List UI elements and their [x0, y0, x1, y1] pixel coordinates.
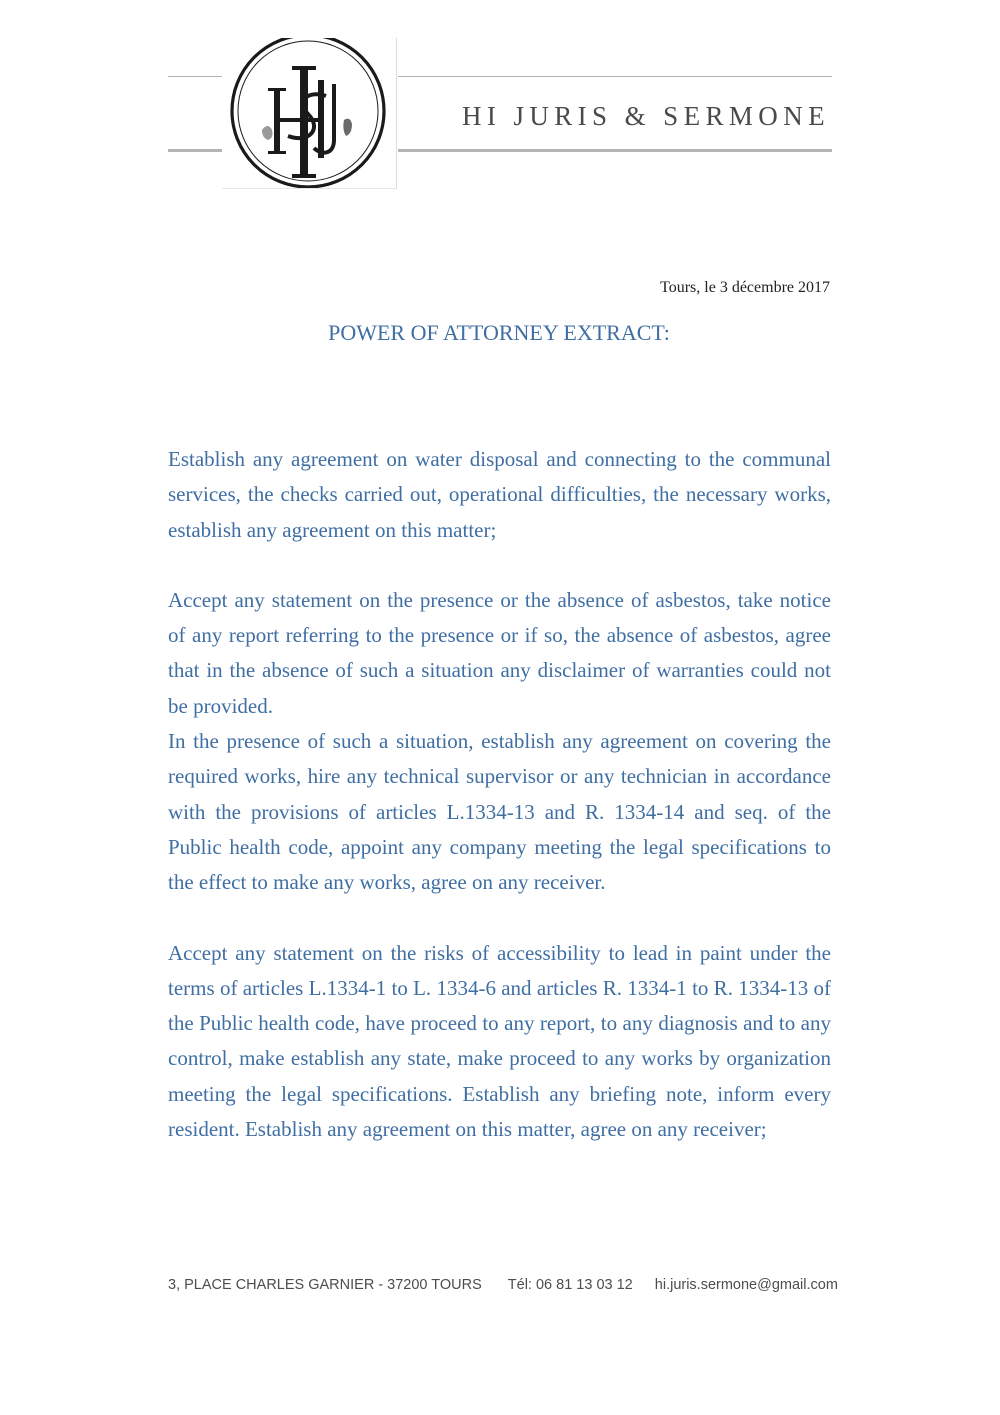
date-line: Tours, le 3 décembre 2017: [660, 279, 830, 296]
paragraph-water-disposal: Establish any agreement on water disposal and connecting to the communal services, the checks carried out, operational difficulties, the necessary works, establish any agreement on this matter;: [168, 447, 831, 542]
header-rule-top-left: [168, 76, 222, 77]
footer-phone: Tél: 06 81 13 03 12: [507, 1277, 633, 1293]
logo-monogram-icon: [222, 38, 396, 188]
paragraph-asbestos-works: In the presence of such a situation, establish any agreement on covering the required works, hire any technical supervisor or any technician in accordance with the provisions of articles L.1334-13 and R. 1334-14 and seq. of the Public health code, appoint any company meeting the legal specifications to the effect to make any works, agree on any receiver.: [168, 729, 831, 895]
document-body: [168, 442, 831, 1147]
footer-email: hi.juris.sermone@gmail.com: [654, 1277, 838, 1293]
paragraph-asbestos-statement: Accept any statement on the presence or the absence of asbestos, take notice of any report referring to the presence or if so, the absence of asbestos, agree that in the absence of such a situation any disclaimer of warranties could not be provided.: [168, 587, 831, 718]
page-footer: [168, 1277, 868, 1293]
header-rule-top-right: [398, 76, 832, 77]
footer-address: 3, PLACE CHARLES GARNIER - 37200 TOURS: [168, 1277, 482, 1293]
document-title: POWER OF ATTORNEY EXTRACT:: [328, 320, 670, 345]
header-rule-bottom-left: [168, 149, 222, 152]
paragraph-lead-paint: Accept any statement on the risks of accessibility to lead in paint under the terms of articles L.1334-1 to L. 1334-6 and articles R. 1334-1 to R. 1334-13 of the Public health code, have proceed to any report, to any diagnosis and to any control, make establish any state, make proceed to any works by organization meeting the legal specifications. Establish any briefing note, inform every resident. Establish any agreement on this matter, agree on any receiver;: [168, 940, 831, 1142]
header-rule-bottom-right: [398, 149, 832, 152]
paragraph-gap: [168, 548, 831, 583]
firm-name: HI JURIS & SERMONE: [462, 101, 830, 131]
paragraph-gap: [168, 901, 831, 936]
firm-logo: [222, 38, 397, 189]
